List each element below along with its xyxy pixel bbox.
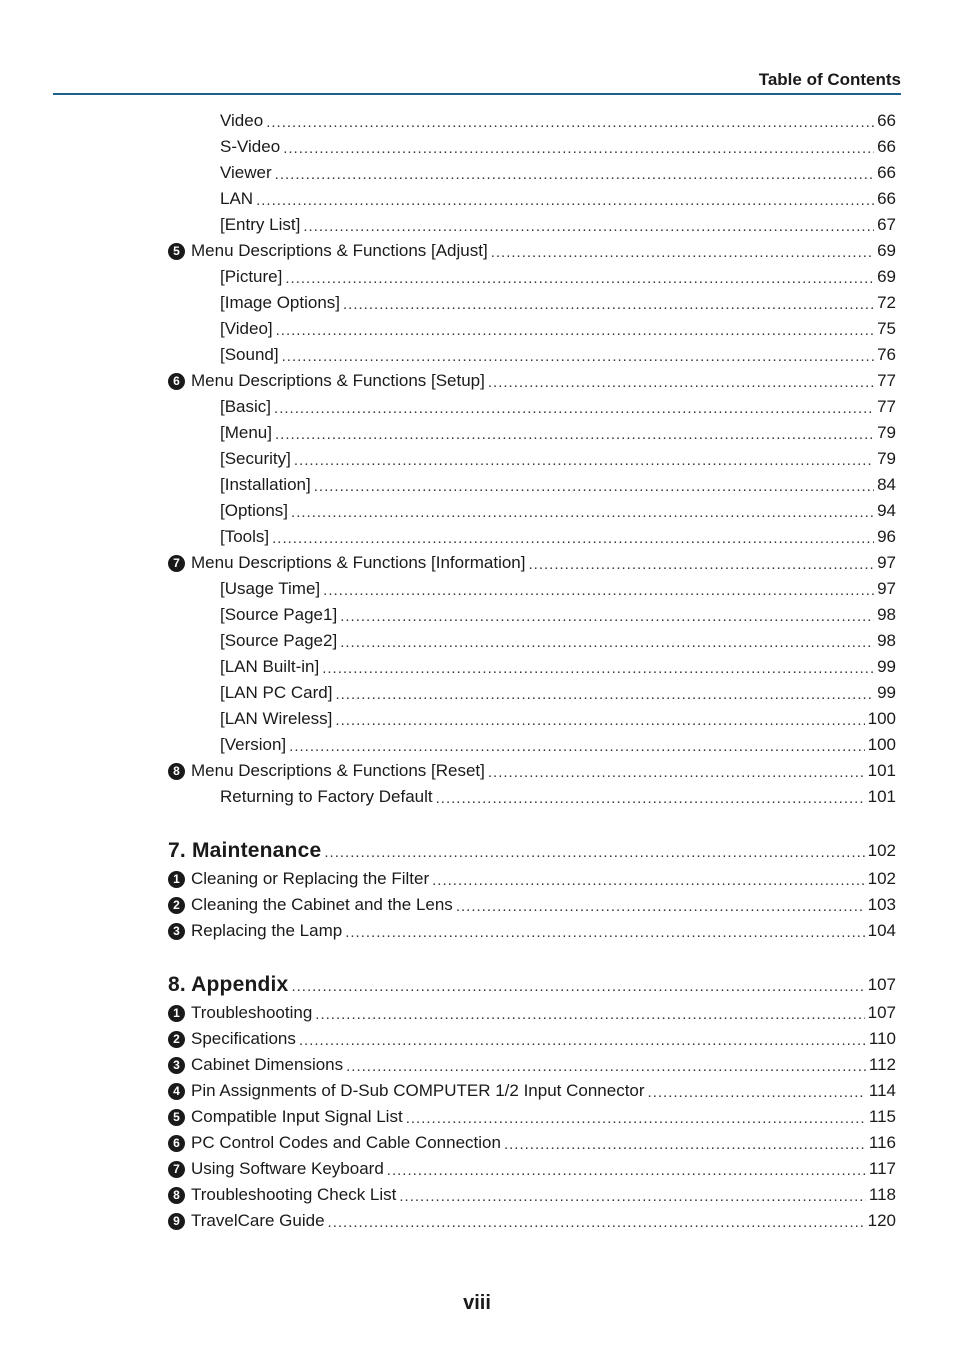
toc-subsection-entry[interactable]	[0, 628, 954, 654]
toc-subsection-entry[interactable]	[0, 264, 954, 290]
dot-leader	[294, 452, 874, 469]
toc-entry-label: [LAN Wireless]	[220, 709, 333, 728]
section-number-badge: 6	[168, 1135, 185, 1152]
toc-subsection-entry[interactable]	[0, 134, 954, 160]
toc-page-number: 100	[867, 709, 896, 728]
toc-entry-label: Cabinet Dimensions	[191, 1055, 344, 1074]
toc-page-number: 79	[877, 423, 896, 442]
dot-leader	[272, 530, 874, 547]
toc-subsection-entry[interactable]	[0, 706, 954, 732]
toc-entry-label: 8. Appendix	[168, 973, 289, 996]
toc-entry-label: Viewer	[220, 163, 272, 182]
toc-section-entry[interactable]	[0, 1078, 954, 1104]
dot-leader	[432, 872, 865, 889]
toc-section-entry[interactable]	[0, 758, 954, 784]
toc-page-number: 117	[868, 1159, 896, 1178]
toc-subsection-entry[interactable]	[0, 784, 954, 810]
toc-page-number: 84	[877, 475, 896, 494]
toc-entry-label: PC Control Codes and Cable Connection	[191, 1133, 501, 1152]
toc-section-entry[interactable]	[0, 368, 954, 394]
toc-entry-label: Menu Descriptions & Functions [Setup]	[191, 371, 485, 390]
toc-entry-label: Troubleshooting	[191, 1003, 313, 1022]
toc-entry-label: Cleaning the Cabinet and the Lens	[191, 895, 453, 914]
dot-leader	[340, 608, 874, 625]
header-divider	[53, 93, 901, 95]
toc-page-number: 69	[877, 267, 896, 286]
toc-page-number: 66	[877, 163, 896, 182]
section-number-badge: 5	[168, 1109, 185, 1126]
toc-page-number: 79	[877, 449, 896, 468]
toc-section-entry[interactable]	[0, 1130, 954, 1156]
toc-page-number: 107	[867, 1003, 896, 1022]
toc-page-number: 77	[877, 371, 896, 390]
toc-subsection-entry[interactable]	[0, 316, 954, 342]
section-number-badge: 7	[168, 1161, 185, 1178]
toc-page-number: 98	[877, 631, 896, 650]
toc-page-number: 101	[867, 787, 896, 806]
section-number-badge: 7	[168, 555, 185, 572]
dot-leader	[314, 478, 874, 495]
toc-entry-label: [Options]	[220, 501, 289, 520]
dot-leader	[387, 1162, 866, 1179]
toc-entry-label: [LAN Built-in]	[220, 657, 320, 676]
toc-section-entry[interactable]	[0, 1026, 954, 1052]
toc-entry-label: [Version]	[220, 735, 287, 754]
dot-leader	[291, 504, 874, 521]
section-number-badge: 1	[168, 1005, 185, 1022]
toc-subsection-entry[interactable]	[0, 446, 954, 472]
toc-entry-label: [Entry List]	[220, 215, 301, 234]
dot-leader	[335, 712, 864, 729]
toc-section-entry[interactable]	[0, 1000, 954, 1026]
section-number-badge: 5	[168, 243, 185, 260]
toc-entry-label: [Source Page1]	[220, 605, 338, 624]
section-number-badge: 2	[168, 1031, 185, 1048]
toc-entry-label: Cleaning or Replacing the Filter	[191, 869, 430, 888]
toc-page-number: 110	[868, 1029, 896, 1048]
toc-entry-label: Troubleshooting Check List	[191, 1185, 397, 1204]
toc-entry-label: Menu Descriptions & Functions [Adjust]	[191, 241, 488, 260]
section-number-badge: 6	[168, 373, 185, 390]
dot-leader	[291, 978, 864, 995]
toc-page-number: 104	[867, 921, 896, 940]
toc-page-number: 98	[877, 605, 896, 624]
toc-entry-label: Using Software Keyboard	[191, 1159, 384, 1178]
toc-page-number: 76	[877, 345, 896, 364]
toc-entry-label: TravelCare Guide	[191, 1211, 325, 1230]
toc-entry-label: [Basic]	[220, 397, 272, 416]
toc-subsection-entry[interactable]	[0, 498, 954, 524]
dot-leader	[340, 634, 874, 651]
toc-section-entry[interactable]	[0, 1052, 954, 1078]
toc-page-number: 69	[877, 241, 896, 260]
toc-page-number: 114	[868, 1081, 896, 1100]
toc-entry-label: [Video]	[220, 319, 273, 338]
dot-leader	[322, 660, 874, 677]
toc-subsection-entry[interactable]	[0, 290, 954, 316]
section-number-badge: 3	[168, 1057, 185, 1074]
toc-subsection-entry[interactable]	[0, 524, 954, 550]
toc-section-entry[interactable]	[0, 550, 954, 576]
section-number-badge: 1	[168, 871, 185, 888]
dot-leader	[528, 556, 874, 573]
toc-page-number: 94	[877, 501, 896, 520]
toc-subsection-entry[interactable]	[0, 108, 954, 134]
toc-entry-label: [Picture]	[220, 267, 283, 286]
toc-section-entry[interactable]	[0, 918, 954, 944]
dot-leader	[648, 1084, 866, 1101]
toc-subsection-entry[interactable]	[0, 472, 954, 498]
toc-subsection-entry[interactable]	[0, 186, 954, 212]
toc-chapter-heading[interactable]	[0, 836, 954, 866]
toc-subsection-entry[interactable]	[0, 576, 954, 602]
toc-entry-label: Pin Assignments of D-Sub COMPUTER 1/2 Input Connector	[191, 1081, 645, 1100]
dot-leader	[315, 1006, 864, 1023]
toc-page-number: 67	[877, 215, 896, 234]
section-number-badge: 4	[168, 1083, 185, 1100]
toc-entry-label: Menu Descriptions & Functions [Information]	[191, 553, 526, 572]
toc-page-number: 72	[877, 293, 896, 312]
toc-section-entry[interactable]	[0, 1208, 954, 1234]
toc-page-number: 66	[877, 111, 896, 130]
dot-leader	[346, 1058, 866, 1075]
dot-leader	[504, 1136, 866, 1153]
toc-entry-label: LAN	[220, 189, 254, 208]
dot-leader	[283, 140, 874, 157]
dot-leader	[276, 322, 874, 339]
toc-page-number: 75	[877, 319, 896, 338]
toc-page-number: 118	[868, 1185, 896, 1204]
dot-leader	[406, 1110, 866, 1127]
dot-leader	[456, 898, 865, 915]
toc-entry-label: [Tools]	[220, 527, 270, 546]
toc-entry-label: Replacing the Lamp	[191, 921, 343, 940]
toc-section-entry[interactable]	[0, 238, 954, 264]
toc-page-number: 66	[877, 137, 896, 156]
toc-page-number: 96	[877, 527, 896, 546]
section-number-badge: 2	[168, 897, 185, 914]
toc-subsection-entry[interactable]	[0, 602, 954, 628]
toc-subsection-entry[interactable]	[0, 732, 954, 758]
toc-chapter-heading[interactable]	[0, 970, 954, 1000]
toc-page-number: 99	[877, 657, 896, 676]
page-header-title: Table of Contents	[758, 70, 901, 89]
dot-leader	[491, 244, 874, 261]
toc-page-number: 97	[877, 553, 896, 572]
dot-leader	[328, 1214, 865, 1231]
dot-leader	[289, 738, 864, 755]
toc-section-entry[interactable]	[0, 1156, 954, 1182]
dot-leader	[399, 1188, 866, 1205]
toc-page-number: 101	[867, 761, 896, 780]
section-number-badge: 3	[168, 923, 185, 940]
toc-subsection-entry[interactable]	[0, 212, 954, 238]
section-number-badge: 9	[168, 1213, 185, 1230]
toc-section-entry[interactable]	[0, 1104, 954, 1130]
toc-page-number: 116	[868, 1133, 896, 1152]
toc-entry-label: Menu Descriptions & Functions [Reset]	[191, 761, 485, 780]
toc-section-entry[interactable]	[0, 1182, 954, 1208]
toc-page-number: 102	[867, 841, 896, 860]
dot-leader	[335, 686, 874, 703]
toc-subsection-entry[interactable]	[0, 680, 954, 706]
toc-page-number: 107	[867, 975, 896, 994]
page-number: viii	[463, 1292, 491, 1314]
toc-entry-label: [Menu]	[220, 423, 272, 442]
dot-leader	[436, 790, 865, 807]
toc-page-number: 99	[877, 683, 896, 702]
dot-leader	[282, 348, 874, 365]
toc-entry-label: Video	[220, 111, 264, 130]
toc-subsection-entry[interactable]	[0, 654, 954, 680]
toc-entry-label: [LAN PC Card]	[220, 683, 333, 702]
toc-entry-label: [Source Page2]	[220, 631, 338, 650]
section-number-badge: 8	[168, 1187, 185, 1204]
toc-entry-label: [Installation]	[220, 475, 311, 494]
toc-section-entry[interactable]	[0, 892, 954, 918]
toc-entry-label: [Sound]	[220, 345, 279, 364]
dot-leader	[488, 374, 874, 391]
dot-leader	[256, 192, 874, 209]
section-number-badge: 8	[168, 763, 185, 780]
dot-leader	[324, 844, 864, 861]
toc-page-number: 100	[867, 735, 896, 754]
toc-entry-label: [Security]	[220, 449, 291, 468]
toc-entry-label: [Image Options]	[220, 293, 341, 312]
toc-entry-label: Compatible Input Signal List	[191, 1107, 403, 1126]
toc-page-number: 115	[868, 1107, 896, 1126]
dot-leader	[275, 166, 874, 183]
toc-entry-label: [Usage Time]	[220, 579, 321, 598]
toc-section-entry[interactable]	[0, 866, 954, 892]
toc-subsection-entry[interactable]	[0, 160, 954, 186]
toc-entry-label: S-Video	[220, 137, 281, 156]
dot-leader	[488, 764, 865, 781]
toc-subsection-entry[interactable]	[0, 394, 954, 420]
dot-leader	[323, 582, 874, 599]
toc-page-number: 77	[877, 397, 896, 416]
toc-page-number: 102	[867, 869, 896, 888]
dot-leader	[274, 400, 874, 417]
toc-entry-label: 7. Maintenance	[168, 839, 322, 862]
dot-leader	[303, 218, 874, 235]
toc-entry-label: Returning to Factory Default	[220, 787, 433, 806]
toc-page-number: 66	[877, 189, 896, 208]
dot-leader	[343, 296, 874, 313]
toc-page-number: 97	[877, 579, 896, 598]
toc-page-number: 120	[867, 1211, 896, 1230]
toc-page-number: 103	[867, 895, 896, 914]
toc-page-number: 112	[868, 1055, 896, 1074]
dot-leader	[299, 1032, 866, 1049]
dot-leader	[285, 270, 874, 287]
toc-subsection-entry[interactable]	[0, 420, 954, 446]
dot-leader	[345, 924, 864, 941]
toc-entry-label: Specifications	[191, 1029, 296, 1048]
toc-subsection-entry[interactable]	[0, 342, 954, 368]
table-of-contents	[0, 108, 954, 1234]
dot-leader	[275, 426, 874, 443]
dot-leader	[266, 114, 874, 131]
